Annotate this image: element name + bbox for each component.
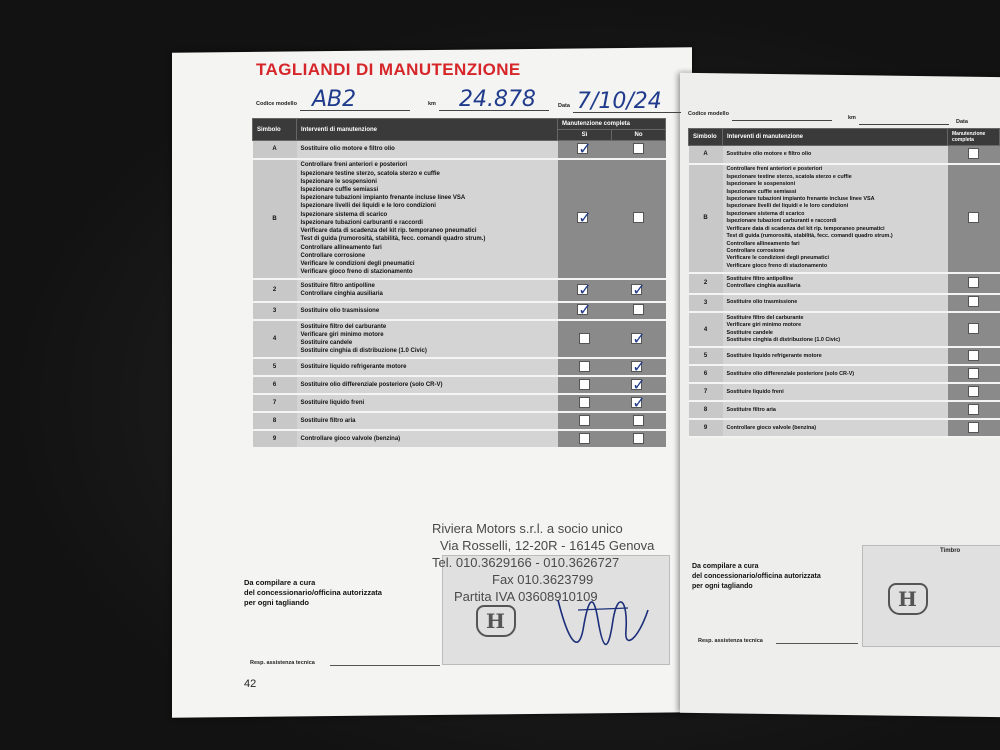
row-symbol: 6	[253, 376, 297, 394]
tick-no: ✓	[632, 356, 646, 376]
resp-label: Resp. assistenza tecnica	[250, 660, 315, 666]
table-header-row	[253, 119, 666, 130]
checkbox-si[interactable]	[558, 138, 612, 159]
right-row-description: Sostituire liquido refrigerante motore	[723, 347, 948, 365]
row-symbol: 8	[253, 412, 297, 430]
right-resp-label: Resp. assistenza tecnica	[698, 638, 763, 644]
tick-no: ✓	[632, 279, 646, 299]
row-description: Sostituire olio motore e filtro olio	[297, 141, 558, 159]
row-symbol: 9	[253, 430, 297, 448]
right-checkbox-box[interactable]	[968, 323, 979, 334]
row-description: Sostituire filtro del carburante Verificare giri minimo motore Sostituire candele Sostituire cinghia di distribuzione (1.0 Civic)	[297, 320, 558, 359]
right-row-symbol: 7	[689, 383, 723, 401]
table-row	[253, 302, 666, 320]
checkbox-si[interactable]	[558, 376, 612, 394]
right-codice-label: Codice modello	[688, 111, 729, 117]
right-table-row	[689, 164, 1000, 274]
checkbox-si[interactable]	[558, 430, 612, 448]
right-table-row	[689, 273, 1000, 294]
signature-scribble	[548, 580, 658, 660]
row-symbol: 2	[253, 279, 297, 301]
footnote: Da compilare a cura del concessionario/officina autorizzata per ogni tagliando	[244, 578, 382, 607]
table-row	[253, 279, 666, 301]
right-checkbox-si[interactable]	[948, 365, 1000, 383]
right-footnote: Da compilare a cura del concessionario/officina autorizzata per ogni tagliando	[692, 563, 821, 590]
right-checkbox-box[interactable]	[968, 422, 979, 433]
checkbox-no-box[interactable]	[633, 212, 644, 223]
right-row-description: Sostituire filtro antipolline Controllare cinghia ausiliaria	[723, 273, 948, 294]
right-header-km	[848, 110, 949, 126]
page-number: 42	[244, 678, 257, 690]
header-km	[428, 87, 549, 112]
right-checkbox-box[interactable]	[968, 277, 979, 288]
checkbox-si[interactable]	[558, 394, 612, 412]
row-symbol: 5	[253, 358, 297, 376]
km-handwritten: 24.878	[458, 87, 536, 112]
checkbox-si-box[interactable]	[579, 361, 590, 372]
right-resp-line	[776, 642, 858, 644]
checkbox-si-box[interactable]	[579, 433, 590, 444]
right-row-symbol: 4	[689, 312, 723, 348]
checkbox-no[interactable]	[612, 430, 666, 448]
right-row-symbol: 9	[689, 419, 723, 437]
header-codice	[256, 87, 410, 112]
row-description: Sostituire olio trasmissione	[297, 302, 558, 320]
right-checkbox-box[interactable]	[968, 368, 979, 379]
table-row	[253, 141, 666, 159]
page-title: TAGLIANDI DI MANUTENZIONE	[256, 60, 521, 79]
checkbox-no[interactable]	[612, 358, 666, 376]
codice-field	[300, 87, 410, 112]
row-description: Sostituire filtro aria	[297, 412, 558, 430]
table-row	[253, 320, 666, 359]
row-description: Controllare gioco valvole (benzina)	[297, 430, 558, 448]
km-field	[439, 87, 549, 112]
right-row-description: Sostituire olio trasmissione	[723, 294, 948, 312]
stamp-line-4: Fax 010.3623799	[492, 572, 594, 587]
tick-si: ✓	[578, 138, 592, 158]
col-si: Sì	[558, 130, 612, 141]
right-row-description: Sostituire liquido freni	[723, 383, 948, 401]
table-row	[253, 430, 666, 448]
tick-no: ✓	[632, 392, 646, 412]
row-symbol: 4	[253, 320, 297, 359]
tick-no: ✓	[632, 374, 646, 394]
right-honda-logo-icon: H	[888, 583, 928, 615]
right-row-description: Controllare freni anteriori e posteriori Ispezionare testine sterzo, scatola sterzo e cuffie Ispezionare le sospensioni Ispezionare cuffie semiassi Ispezionare tubazioni impianto frenante incluse linee VSA Ispezionare livelli dei liquidi e le loro condizioni Ispezionare sistema di scarico Ispezionare tubazioni carburanti e raccordi Verificare data di scadenza del kit rip. temporaneo pneumatici Test di guida (rumorosità, stabilità, fecc. comandi quadro strum.) Controllare allineamento fari Controllare corrosione Verificare le condizioni degli pneumatici Verificare gioco freno di stazionamento	[723, 164, 948, 274]
row-description: Sostituire liquido refrigerante motore	[297, 358, 558, 376]
codice-label: Codice modello	[256, 101, 297, 107]
km-label: km	[428, 101, 436, 107]
right-header-codice	[688, 106, 832, 122]
right-data-field	[971, 115, 1000, 129]
right-km-label: km	[848, 115, 856, 121]
checkbox-si[interactable]	[558, 412, 612, 430]
stamp-line-3: Tel. 010.3629166 - 010.3626727	[432, 555, 620, 570]
right-table-row	[689, 365, 1000, 383]
table-row	[253, 394, 666, 412]
right-timbro-label: Timbro	[940, 548, 961, 554]
checkbox-no[interactable]	[612, 302, 666, 320]
right-checkbox-si[interactable]	[948, 419, 1000, 437]
right-checkbox-si[interactable]	[948, 164, 1000, 274]
table-row	[253, 376, 666, 394]
checkbox-no[interactable]	[612, 412, 666, 430]
row-description: Controllare freni anteriori e posteriori Ispezionare testine sterzo, scatola sterzo e cuffie Ispezionare le sospensioni Ispezionare cuffie semiassi Ispezionare tubazioni impianto frenante incluse linee VSA Ispezionare livelli dei liquidi e le loro condizioni Ispezionare sistema di scarico Ispezionare tubazioni carburanti e raccordi Verificare data di scadenza del kit rip. temporaneo pneumatici Test di guida (rumorosità, stabilità, fecc. comandi quadro strum.) Controllare allineamento fari Controllare corrosione Verificare le condizioni degli pneumatici Verificare gioco freno di stazionamento	[297, 159, 558, 280]
data-handwritten: 7/10/24	[576, 89, 662, 114]
row-description: Sostituire olio differenziale posteriore (solo CR-V)	[297, 376, 558, 394]
table-row	[253, 412, 666, 430]
right-row-description: Sostituire olio motore e filtro olio	[723, 146, 948, 164]
row-description: Sostituire filtro antipolline Controllare cinghia ausiliaria	[297, 279, 558, 301]
right-row-symbol: B	[689, 164, 723, 274]
checkbox-si[interactable]	[558, 320, 612, 359]
right-checkbox-si[interactable]	[948, 312, 1000, 348]
checkbox-si-box[interactable]	[579, 379, 590, 390]
data-field	[573, 89, 681, 114]
checkbox-no[interactable]	[612, 394, 666, 412]
right-table-header-row	[689, 129, 1000, 146]
right-data-label: Data	[956, 119, 968, 125]
right-row-description: Controllare gioco valvole (benzina)	[723, 419, 948, 437]
checkbox-si[interactable]	[558, 358, 612, 376]
right-codice-field	[732, 107, 832, 121]
right-table-row	[689, 419, 1000, 437]
honda-logo-icon: H	[476, 605, 516, 637]
right-row-symbol: A	[689, 146, 723, 164]
right-checkbox-si[interactable]	[948, 347, 1000, 365]
checkbox-no[interactable]	[612, 141, 666, 159]
col-no: No	[612, 130, 666, 141]
right-table-row	[689, 347, 1000, 365]
right-checkbox-box[interactable]	[968, 386, 979, 397]
stamp-line-5: Partita IVA 03608910109	[454, 589, 598, 604]
row-symbol: B	[253, 159, 297, 280]
right-table-row	[689, 401, 1000, 419]
right-row-description: Sostituire olio differenziale posteriore (solo CR-V)	[723, 365, 948, 383]
right-checkbox-box[interactable]	[968, 404, 979, 415]
checkbox-si[interactable]	[558, 302, 612, 320]
checkbox-no-box[interactable]	[633, 433, 644, 444]
codice-handwritten: AB2	[311, 87, 357, 112]
tick-si: ✓	[578, 300, 592, 320]
checkbox-si[interactable]	[558, 159, 612, 280]
checkbox-no[interactable]	[612, 376, 666, 394]
right-col-simbolo: Simbolo	[689, 129, 723, 146]
row-symbol: A	[253, 141, 297, 159]
right-table-row	[689, 383, 1000, 401]
col-simbolo: Simbolo	[253, 119, 297, 141]
checkbox-si[interactable]	[558, 279, 612, 301]
checkbox-si-box[interactable]	[579, 415, 590, 426]
right-row-description: Sostituire filtro del carburante Verificare giri minimo motore Sostituire candele Sostituire cinghia di distribuzione (1.0 Civic)	[723, 312, 948, 348]
col-manutenzione: Manutenzione completa	[558, 119, 666, 130]
right-row-description: Sostituire filtro aria	[723, 401, 948, 419]
col-interventi: Interventi di manutenzione	[297, 119, 558, 141]
right-row-symbol: 8	[689, 401, 723, 419]
right-km-field	[859, 111, 949, 125]
row-symbol: 7	[253, 394, 297, 412]
right-checkbox-si[interactable]	[948, 383, 1000, 401]
resp-line	[330, 664, 440, 666]
right-checkbox-box[interactable]	[968, 350, 979, 361]
checkbox-no-box[interactable]	[633, 415, 644, 426]
right-col-interventi: Interventi di manutenzione	[723, 129, 948, 146]
right-row-symbol: 6	[689, 365, 723, 383]
right-checkbox-box[interactable]	[968, 296, 979, 307]
right-checkbox-si[interactable]	[948, 401, 1000, 419]
right-checkbox-si[interactable]	[948, 294, 1000, 312]
right-checkbox-si[interactable]	[948, 273, 1000, 294]
right-row-symbol: 3	[689, 294, 723, 312]
stamp-line-1: Riviera Motors s.r.l. a socio unico	[432, 521, 623, 536]
tick-no: ✓	[632, 328, 646, 348]
row-symbol: 3	[253, 302, 297, 320]
checkbox-no-box[interactable]	[633, 304, 644, 315]
right-checkbox-si[interactable]	[948, 146, 1000, 164]
right-row-symbol: 5	[689, 347, 723, 365]
right-table-row	[689, 312, 1000, 348]
stamp-line-2: Via Rosselli, 12-20R - 16145 Genova	[440, 538, 655, 553]
tick-si: ✓	[578, 208, 592, 228]
checkbox-si-box[interactable]	[579, 397, 590, 408]
row-description: Sostituire liquido freni	[297, 394, 558, 412]
table-row	[253, 159, 666, 280]
right-checkbox-box[interactable]	[968, 212, 979, 223]
header-data	[558, 89, 681, 114]
right-col-manutenzione: Manutenzione completa	[948, 129, 1000, 146]
checkbox-no-box[interactable]	[633, 143, 644, 154]
checkbox-no[interactable]	[612, 320, 666, 359]
tick-si: ✓	[578, 279, 592, 299]
checkbox-no[interactable]	[612, 279, 666, 301]
checkbox-no[interactable]	[612, 159, 666, 280]
right-checkbox-box[interactable]	[968, 148, 979, 159]
data-label: Data	[558, 103, 570, 109]
right-row-symbol: 2	[689, 273, 723, 294]
right-table-row	[689, 146, 1000, 164]
right-stamp-area	[862, 545, 1000, 647]
table-row	[253, 358, 666, 376]
maintenance-table	[252, 118, 666, 449]
right-table-row	[689, 294, 1000, 312]
right-maintenance-table	[688, 128, 1000, 438]
checkbox-si-box[interactable]	[579, 333, 590, 344]
